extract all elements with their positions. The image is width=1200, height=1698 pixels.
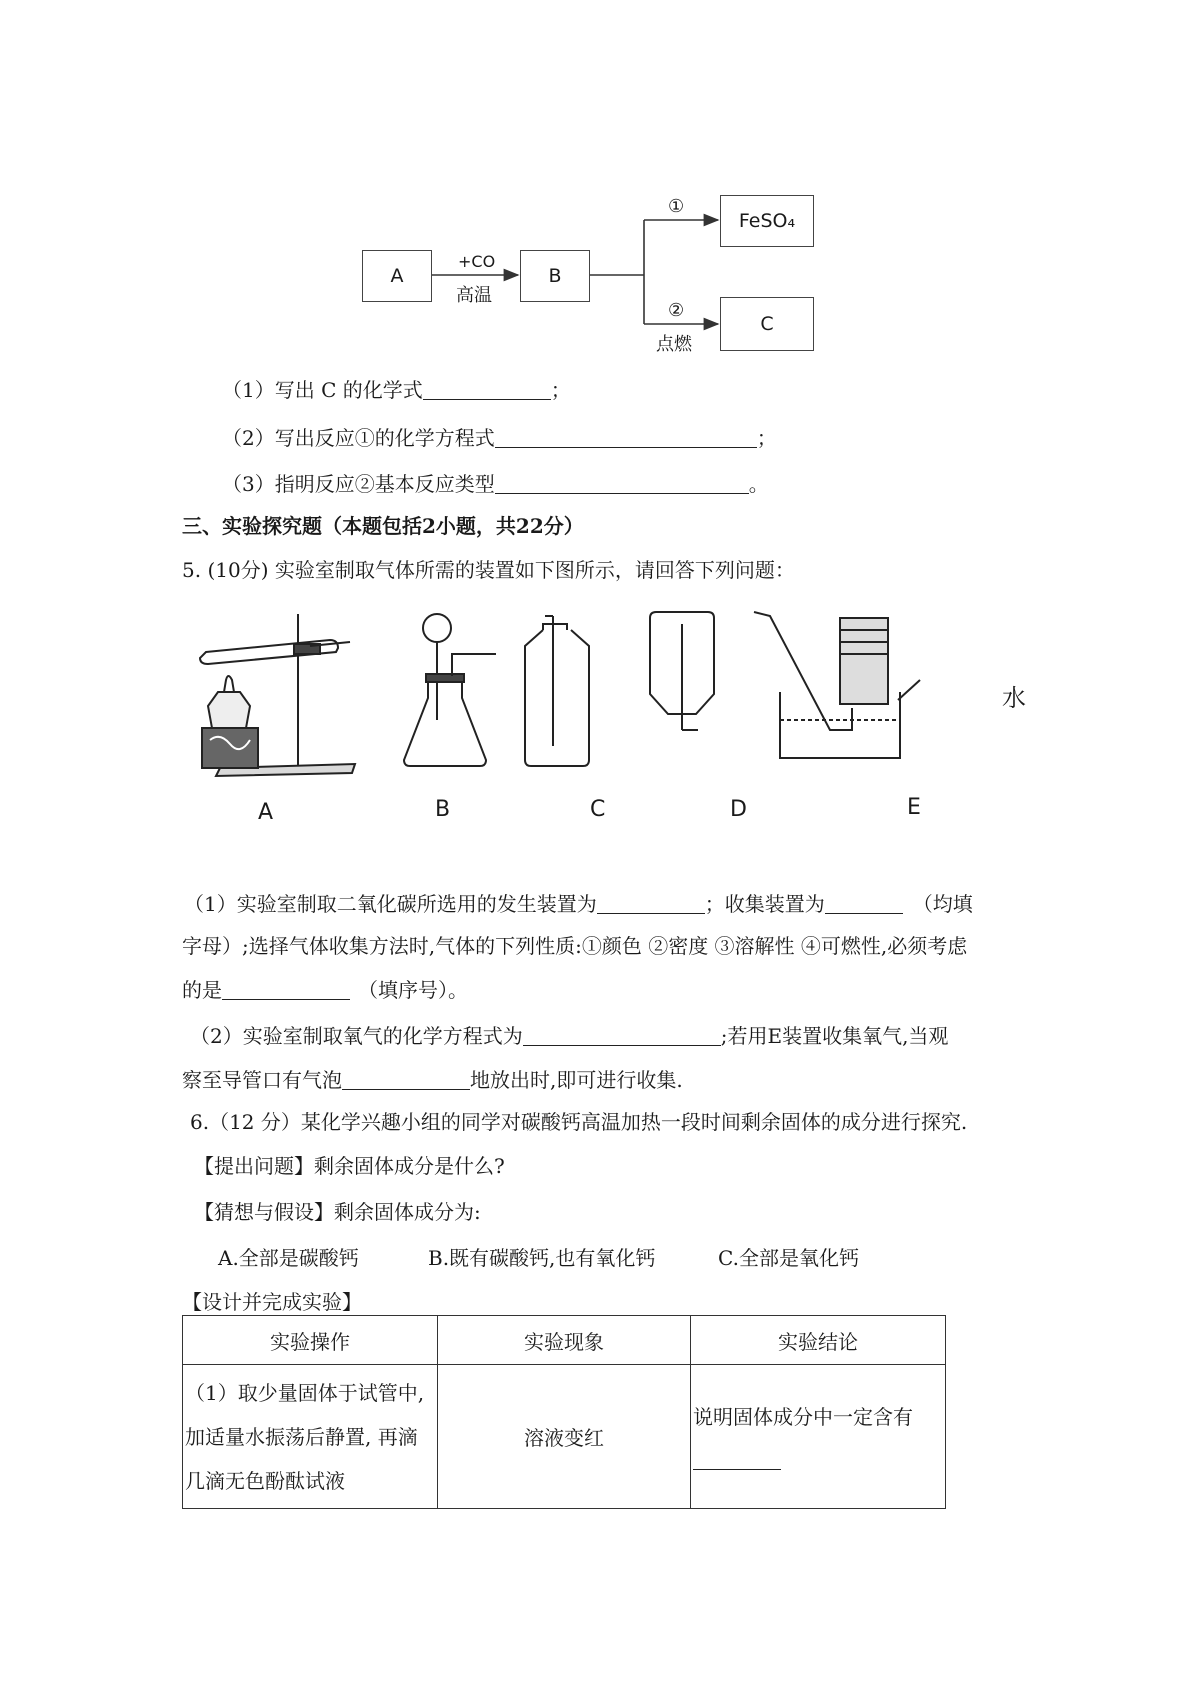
q5-part2-blank-equation[interactable] (523, 1027, 721, 1046)
q4-part1-end: ； (550, 378, 571, 402)
section-3-heading: 三、实验探究题（本题包括2小题，共22分） (182, 514, 584, 538)
q5-part1-blank-generator[interactable] (597, 895, 705, 914)
flow-box-feso4-label: FeSO₄ (738, 210, 796, 232)
q5-part1-text-b: ；收集装置为 (704, 892, 825, 916)
flow-box-b-label: B (548, 265, 562, 287)
apparatus-label-d: D (730, 797, 747, 822)
apparatus-label-b: B (435, 797, 451, 822)
q5-part1-line3 (182, 974, 468, 1003)
phenomenon-text: 溶液变红 (524, 1426, 604, 1450)
q4-part1-text: （1）写出 C 的化学式 (222, 378, 423, 402)
q5-part2-line2-text-b: 地放出时,即可进行收集. (470, 1068, 683, 1092)
q5-part2-line1 (190, 1020, 948, 1049)
apparatus-b-drawing (404, 614, 496, 766)
q6-option-b: B.既有碳酸钙,也有氧化钙 (428, 1246, 656, 1270)
cell-operation (183, 1365, 438, 1509)
arrow-condition-bottom: 高温 (456, 285, 492, 306)
q6-option-a: A.全部是碳酸钙 (218, 1246, 359, 1270)
apparatus-figure (190, 610, 1050, 790)
q4-part2-blank[interactable] (495, 429, 757, 448)
apparatus-d-drawing (650, 612, 714, 730)
q6-question: 【提出问题】剩余固体成分是什么? (194, 1154, 505, 1178)
header-phenomenon: 实验现象 (438, 1316, 691, 1365)
apparatus-water-label: 水 (1002, 684, 1026, 712)
apparatus-c-drawing (525, 616, 589, 766)
flow-box-c-label: C (760, 313, 774, 335)
branch-2-condition: 点燃 (656, 334, 692, 355)
q5-part2-text-a: （2）实验室制取氧气的化学方程式为 (190, 1024, 523, 1048)
q4-part3-text: （3）指明反应②基本反应类型 (222, 472, 495, 496)
arrow-condition-top: +CO (458, 252, 496, 271)
q4-part2-text: （2）写出反应①的化学方程式 (222, 426, 495, 450)
branch-2-label: ② (668, 300, 685, 321)
operation-line-3: 几滴无色酚酞试液 (185, 1468, 345, 1493)
q5-title: 5. (10分) 实验室制取气体所需的装置如下图所示，请回答下列问题： (182, 558, 795, 582)
q6-hypothesis: 【猜想与假设】剩余固体成分为: (194, 1200, 481, 1224)
q5-part1-line3-text-b: （填序号）。 (358, 978, 468, 1002)
header-operation: 实验操作 (183, 1316, 438, 1365)
flow-arrows (0, 0, 1200, 400)
q5-part2-text-b: ;若用E装置收集氧气,当观 (720, 1024, 949, 1048)
apparatus-label-c: C (590, 797, 606, 822)
apparatus-a-drawing (200, 614, 355, 776)
q5-part2-line2-text-a: 察至导管口有气泡 (182, 1068, 342, 1092)
apparatus-e-drawing (754, 612, 920, 758)
experiment-table-header-row (183, 1316, 946, 1365)
flow-box-a-label: A (390, 265, 404, 287)
q5-part1-text-c: （均填 (912, 892, 973, 916)
q5-part1-line3-text-a: 的是 (182, 978, 222, 1002)
cell-phenomenon (438, 1365, 691, 1509)
q5-part1-blank-properties[interactable] (222, 981, 350, 1000)
table-row (183, 1365, 946, 1509)
q6-design-heading: 【设计并完成实验】 (182, 1290, 362, 1314)
q4-part2-end: ； (756, 426, 777, 450)
q4-part1 (222, 374, 571, 403)
operation-line-2: 加适量水振荡后静置, 再滴 (185, 1424, 418, 1449)
q5-part2-blank-bubbles[interactable] (342, 1071, 470, 1090)
header-conclusion: 实验结论 (691, 1316, 946, 1365)
q5-part1-text-a: （1）实验室制取二氧化碳所选用的发生装置为 (184, 892, 597, 916)
conclusion-text: 说明固体成分中一定含有 (693, 1405, 913, 1429)
conclusion-blank[interactable] (693, 1451, 781, 1470)
q5-part1-line2: 字母）;选择气体收集方法时,气体的下列性质:①颜色 ②密度 ③溶解性 ④可燃性,必须考虑 (182, 934, 968, 958)
q5-part1-line1 (184, 888, 973, 917)
cell-conclusion (691, 1365, 946, 1509)
q4-part3 (222, 468, 769, 497)
q6-option-c: C.全部是氧化钙 (718, 1246, 859, 1270)
q5-part1-blank-collector[interactable] (825, 895, 903, 914)
operation-line-1: （1）取少量固体于试管中, (185, 1380, 425, 1405)
q4-part2 (222, 422, 777, 451)
q4-part3-end: 。 (748, 472, 769, 496)
branch-1-label: ① (668, 196, 685, 217)
q5-part2-line2 (182, 1064, 683, 1093)
q6-title: 6.（12 分）某化学兴趣小组的同学对碳酸钙高温加热一段时间剩余固体的成分进行探究. (190, 1110, 968, 1134)
q4-part1-blank[interactable] (423, 381, 551, 400)
q4-part3-blank[interactable] (495, 475, 749, 494)
experiment-table (182, 1315, 946, 1509)
apparatus-label-e: E (907, 795, 921, 820)
apparatus-label-a: A (258, 800, 274, 825)
